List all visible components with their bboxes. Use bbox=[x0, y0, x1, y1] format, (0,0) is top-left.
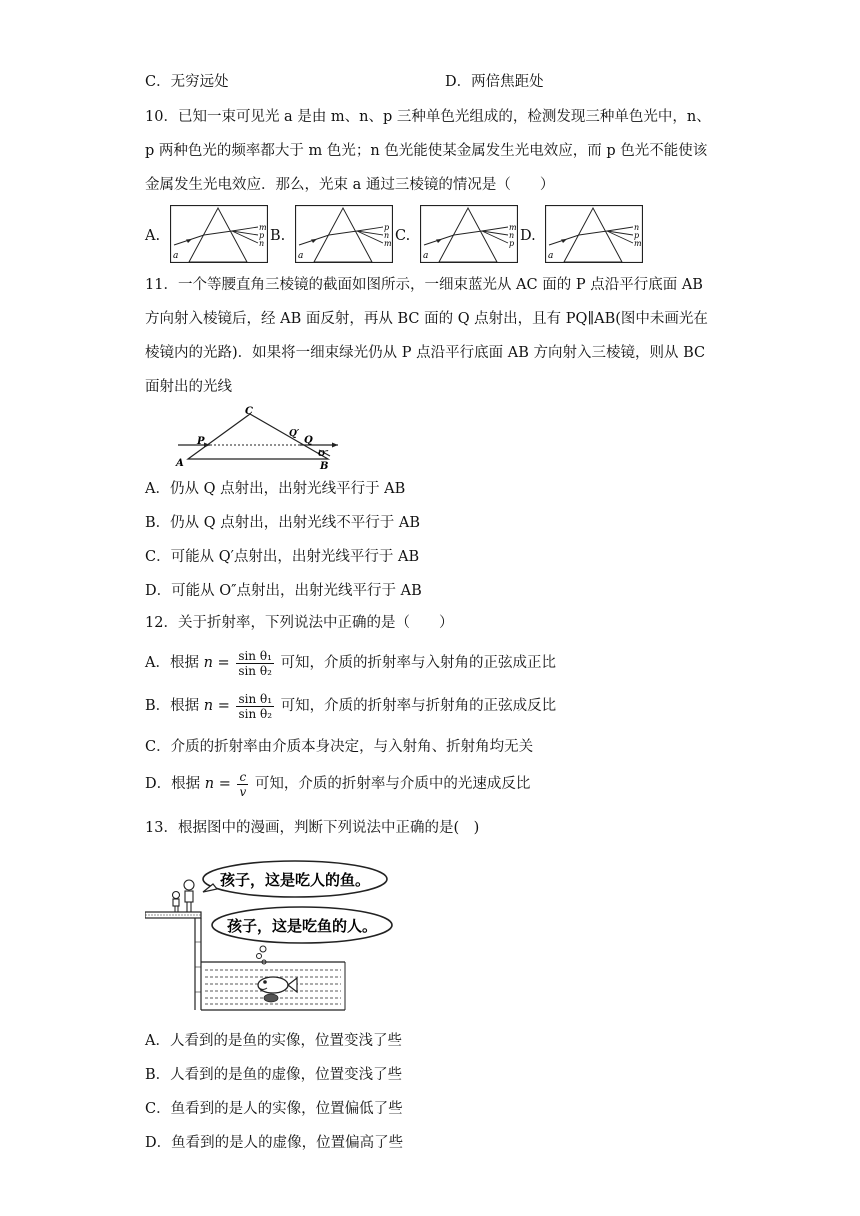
q11-option-d: D．可能从 O″点射出，出射光线平行于 AB bbox=[145, 583, 422, 599]
q12-d-fraction bbox=[237, 770, 248, 799]
ray-label-1: p bbox=[634, 231, 640, 240]
q10-stem-line2: p 两种色光的频率都大于 m 色光；n 色光能使某金属发生光电效应，而 p 色光不能使该 bbox=[145, 143, 708, 159]
q11-stem-line2: 方向射入棱镜后，经 AB 面反射，再从 BC 面的 Q 点射出，且有 PQ∥AB(图中未画光在 bbox=[145, 311, 708, 327]
q12-d-neq: n = bbox=[204, 776, 231, 792]
q11-option-b: B．仍从 Q 点射出，出射光线不平行于 AB bbox=[145, 515, 420, 531]
q12-b-suffix: 可知，介质的折射率与折射角的正弦成反比 bbox=[280, 698, 557, 714]
ray-label-2: n bbox=[259, 239, 265, 248]
q11-stem-line4: 面射出的光线 bbox=[145, 379, 232, 395]
ray-label-1: n bbox=[384, 231, 390, 240]
beam-label: a bbox=[423, 251, 429, 261]
ray-label-0: m bbox=[259, 223, 267, 232]
q12-a-prefix: A．根据 bbox=[145, 655, 199, 671]
q10-option-label-1: B. bbox=[270, 228, 286, 244]
q13-stem: 13．根据图中的漫画，判断下列说法中正确的是( ) bbox=[145, 820, 480, 836]
q12-option-a bbox=[145, 643, 556, 683]
q10-stem-line1: 10．已知一束可见光 a 是由 m、n、p 三种单色光组成的，检测发现三种单色光中，n、 bbox=[145, 109, 711, 125]
q11-stem-line1: 11．一个等腰直角三棱镜的截面如图所示，一细束蓝光从 AC 面的 P 点沿平行底面 AB bbox=[145, 277, 703, 293]
q11-stem-line3: 棱镜内的光路)．如果将一细束绿光仍从 P 点沿平行底面 AB 方向射入三棱镜，则从 BC bbox=[145, 345, 706, 361]
q12-d-suffix: 可知，介质的折射率与介质中的光速成反比 bbox=[254, 776, 531, 792]
q13-option-d: D．鱼看到的是人的虚像，位置偏高了些 bbox=[145, 1135, 404, 1151]
exit-arrow bbox=[332, 443, 338, 448]
q13-option-c: C．鱼看到的是人的实像，位置偏低了些 bbox=[145, 1101, 403, 1117]
beam-label: a bbox=[548, 251, 554, 261]
q12-b-neq: n = bbox=[203, 698, 230, 714]
label-q: Q bbox=[304, 435, 313, 446]
bubble-text-adult: 孩子，这是吃人的鱼。 bbox=[219, 871, 371, 889]
q12-option-d bbox=[145, 764, 530, 804]
ray-label-0: n bbox=[634, 223, 640, 232]
q13-option-b: B．人看到的是鱼的虚像，位置变浅了些 bbox=[145, 1067, 403, 1083]
q12-b-fraction bbox=[236, 692, 274, 721]
bubble-text-fish: 孩子，这是吃鱼的人。 bbox=[226, 917, 378, 935]
q10-option-label-0: A. bbox=[145, 228, 161, 244]
q11-option-c: C．可能从 Q′点射出，出射光线平行于 AB bbox=[145, 549, 420, 565]
q12-b-numerator: sin θ₁ bbox=[238, 691, 273, 706]
q10-option-label-3: D. bbox=[520, 228, 536, 244]
ray-label-2: p bbox=[509, 239, 515, 248]
q12-a-numerator: sin θ₁ bbox=[238, 648, 272, 663]
label-c: C bbox=[245, 406, 253, 417]
q12-a-suffix: 可知，介质的折射率与入射角的正弦成正比 bbox=[280, 655, 556, 671]
q12-d-prefix: D．根据 bbox=[145, 776, 201, 792]
beam-label: a bbox=[298, 251, 304, 261]
label-qprime: Q′ bbox=[289, 429, 300, 439]
q12-a-fraction bbox=[236, 649, 274, 678]
q11-option-a: A．仍从 Q 点射出，出射光线平行于 AB bbox=[145, 481, 406, 497]
label-p: P bbox=[197, 436, 205, 447]
q12-a-denominator: sin θ₂ bbox=[238, 663, 272, 678]
label-b: B bbox=[320, 461, 329, 471]
q12-d-denominator: v bbox=[239, 784, 247, 799]
q10-prism-figure-0 bbox=[170, 205, 268, 263]
ray-label-1: n bbox=[509, 231, 515, 240]
q10-stem-line3: 金属发生光电效应．那么，光束 a 通过三棱镜的情况是（ ） bbox=[145, 177, 555, 193]
q12-b-prefix: B．根据 bbox=[145, 698, 200, 714]
child-figure bbox=[173, 892, 180, 913]
q12-stem: 12．关于折射率，下列说法中正确的是（ ） bbox=[145, 615, 454, 631]
q12-d-numerator: c bbox=[237, 770, 248, 785]
label-odprime: O″ bbox=[318, 448, 329, 458]
q10-option-label-2: C. bbox=[395, 228, 411, 244]
q12-a-neq: n = bbox=[203, 655, 230, 671]
q10-prism-figure-3 bbox=[545, 205, 643, 263]
ray-label-2: m bbox=[634, 239, 642, 248]
q13-cartoon bbox=[145, 852, 395, 1017]
q9-option-d: D．两倍焦距处 bbox=[445, 74, 544, 90]
ray-label-1: p bbox=[259, 231, 265, 240]
ray-label-2: m bbox=[384, 239, 392, 248]
adult-figure bbox=[184, 880, 194, 912]
q9-option-c: C．无穷远处 bbox=[145, 74, 229, 90]
label-a: A bbox=[176, 458, 184, 469]
q10-prism-figure-1 bbox=[295, 205, 393, 263]
ray-label-0: m bbox=[509, 223, 517, 232]
q12-option-c: C．介质的折射率由介质本身决定，与入射角、折射角均无关 bbox=[145, 739, 534, 755]
q12-b-denominator: sin θ₂ bbox=[238, 706, 273, 721]
q13-option-a: A．人看到的是鱼的实像，位置变浅了些 bbox=[145, 1033, 402, 1049]
beam-label: a bbox=[173, 251, 179, 261]
ray-label-0: p bbox=[384, 223, 390, 232]
q12-option-b bbox=[145, 686, 556, 726]
q10-prism-figure-2 bbox=[420, 205, 518, 263]
q11-prism-figure bbox=[170, 403, 350, 471]
